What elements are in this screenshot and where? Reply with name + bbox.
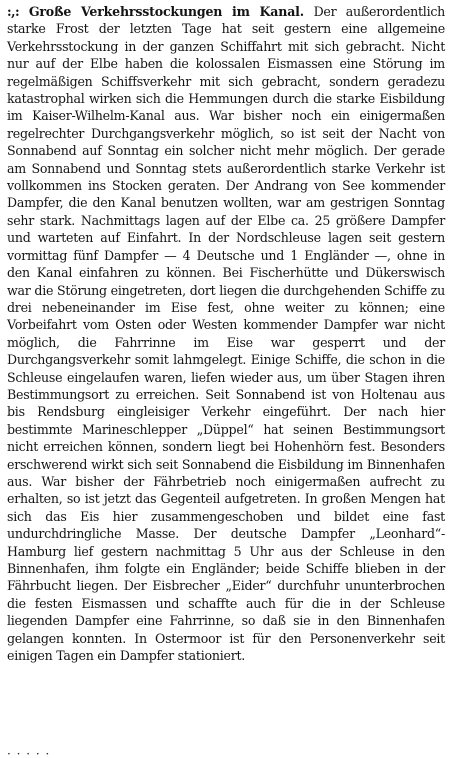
- article-body: Der außerordentlich starke Frost der letzten Tage hat seit gestern eine allgemeine Verkehrsstockung in der ganzen Schiffahrt mit sich gebracht. Nicht nur auf der Elbe haben die kolossalen Eismassen eine Störung im regelmäßigen Schiffsverkehr mit sich gebracht, sondern geradezu katastrophal wirken sich die Hemmungen durch die starke Eisbildung im Kaiser-Wilhelm-Kanal aus. War bisher noch ein einigermaßen regelrechter Durchgangsverkehr möglich, so ist seit der Nacht von Sonnabend auf Sonntag ein solcher nicht mehr möglich. Der gerade am Sonnabend und Sonntag stets außerordentlich starke Verkehr ist vollkommen ins Stocken geraten. Der Andrang von See kommender Dampfer, die den Kanal benutzen wollten, war am gestrigen Sonntag sehr stark. Nachmittags lagen auf der Elbe ca. 25 größere Dampfer und warteten auf Einfahrt. In der Nordschleuse lagen seit gestern vormittag fünf Dampfer — 4 Deutsche und 1 Engländer —, ohne in den Kanal einfahren zu können. Bei Fischerhütte und Dükerswisch war die Störung eingetreten, dort liegen die durchgehenden Schiffe zu drei nebeneinander im Eise fest, ohne weiter zu können; eine Vorbeifahrt vom Osten oder Westen kommender Dampfer war nicht möglich, die Fahrrinne im Eise war gesperrt und der Durchgangsverkehr somit lahmgelegt. Einige Schiffe, die schon in die Schleuse eingelaufen waren, liefen wieder aus, um über Stagen ihren Bestimmungsort zu erreichen. Seit Sonnabend ist von Holtenau aus bis Rendsburg eingleisiger Verkehr eingeführt. Der nach hier bestimmte Marineschlepper „Düppel“ hat seinen Bestimmungsort nicht erreichen können, sondern liegt bei Hohenhörn fest. Besonders erschwerend wirkt sich seit Sonnabend die Eisbildung im Binnenhafen aus. War bisher der Fährbetrieb noch einigermaßen aufrecht zu erhalten, so ist jetzt das Gegenteil aufgetreten. In großen Mengen hat sich das Eis hier zusammengeschoben und bildet eine fast undurchdringliche Masse. Der deutsche Dampfer „Leonhard“-Hamburg lief gestern nachmittag 5 Uhr aus der Schleuse in den Binnenhafen, ihm folgte ein Engländer; beide Schiffe blieben in der Fährbucht liegen. Der Eisbrecher „Eider“ durchfuhr ununterbrochen die festen Eismassen und schaffte auch für die in der Schleuse liegenden Dampfer eine Fahrrinne, so daß sie in den Binnenhafen gelangen konnten. In Ostermoor ist für den Personenverkehr seit einigen Tagen ein Dampfer stationiert.: [7, 4, 446, 664]
- newspaper-article: [7, 3, 446, 758]
- section-marker: :,:: [7, 4, 20, 19]
- article-headline: Große Verkehrsstockungen im Kanal.: [28, 4, 304, 19]
- article-paragraph: [7, 3, 445, 664]
- cropped-next-line: · · · · ·: [7, 747, 51, 758]
